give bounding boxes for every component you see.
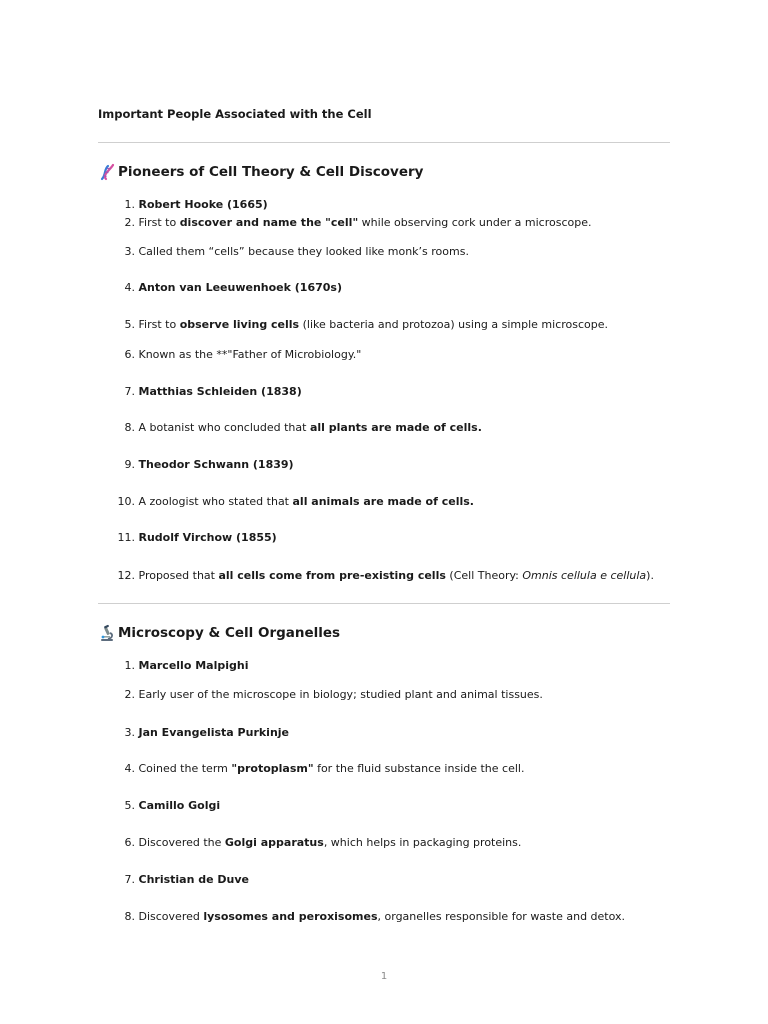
list-item-number: 4. (124, 762, 135, 775)
divider (98, 603, 670, 604)
section-heading-microscopy (98, 624, 340, 642)
list-item-text: Robert Hooke (1665) (138, 198, 268, 211)
list-item (112, 458, 294, 471)
list-item-number: 5. (124, 799, 135, 812)
list-item-text: Discovered (138, 910, 204, 923)
list-item (112, 799, 220, 812)
list-item-number: 6. (124, 348, 135, 361)
microscope-icon (98, 624, 117, 642)
list-item (112, 569, 654, 582)
page-number: 1 (380, 971, 388, 982)
list-item-number: 3. (124, 726, 135, 739)
list-item-number: 2. (124, 688, 135, 701)
list-item-text: (like bacteria and protozoa) using a simple microscope. (299, 318, 609, 331)
list-item-text: ). (646, 569, 654, 582)
list-item-text: lysosomes and peroxisomes (203, 910, 378, 923)
list-item (112, 281, 342, 294)
list-item-text: while observing cork under a microscope. (358, 216, 592, 229)
list-item (112, 659, 248, 672)
list-item-text: Theodor Schwann (1839) (138, 458, 294, 471)
list-item-text: First to (138, 216, 180, 229)
list-item-number: 2. (124, 216, 135, 229)
list-item-number: 7. (124, 873, 135, 886)
list-item-text: Rudolf Virchow (1855) (138, 531, 277, 544)
list-item (112, 836, 521, 849)
list-item-text: Anton van Leeuwenhoek (1670s) (138, 281, 342, 294)
list-item-text: all plants are made of cells. (309, 421, 482, 434)
list-item-text: discover and name the "cell" (179, 216, 359, 229)
list-item-text: Coined the term (138, 762, 232, 775)
list-item (112, 726, 289, 739)
section-heading-pioneers (98, 163, 423, 181)
list-item-text: Omnis cellula e cellula (522, 569, 647, 582)
list-item-number: 4. (124, 281, 135, 294)
list-item-text: Discovered the (138, 836, 225, 849)
dna-icon (98, 163, 117, 181)
divider (98, 142, 670, 143)
list-item (112, 910, 625, 923)
list-item-text: observe living cells (179, 318, 300, 331)
list-item-text: First to (138, 318, 180, 331)
section-heading-text: Microscopy & Cell Organelles (118, 625, 341, 641)
list-item-number: 1. (124, 198, 135, 211)
list-item (112, 421, 482, 434)
list-item-text: for the fluid substance inside the cell. (313, 762, 525, 775)
list-item-text: Known as the **"Father of Microbiology." (138, 348, 362, 361)
section-heading-text: Pioneers of Cell Theory & Cell Discovery (118, 164, 424, 180)
list-item-text: Early user of the microscope in biology; studied plant and animal tissues. (138, 688, 543, 701)
document-title: Important People Associated with the Cell (98, 107, 372, 121)
list-item (112, 873, 249, 886)
list-item-text: all animals are made of cells. (292, 495, 474, 508)
list-item-number: 8. (124, 421, 135, 434)
list-item-text: (Cell Theory: (445, 569, 523, 582)
list-item-text: Golgi apparatus (224, 836, 324, 849)
list-item-number: 12. (117, 569, 135, 582)
list-item-number: 10. (117, 495, 135, 508)
list-item-text: A zoologist who stated that (138, 495, 293, 508)
list-item-text: Matthias Schleiden (1838) (138, 385, 302, 398)
list-item (112, 688, 543, 701)
list-item (112, 495, 474, 508)
list-item-text: all cells come from pre-existing cells (218, 569, 446, 582)
list-item (112, 318, 608, 331)
list-item-number: 5. (124, 318, 135, 331)
list-item-number: 11. (117, 531, 135, 544)
list-item-text: Christian de Duve (138, 873, 250, 886)
list-item-number: 9. (124, 458, 135, 471)
list-item-number: 1. (124, 659, 135, 672)
list-item-number: 3. (124, 245, 135, 258)
list-item-text: , which helps in packaging proteins. (323, 836, 522, 849)
list-item-number: 7. (124, 385, 135, 398)
list-item-text: , organelles responsible for waste and detox. (377, 910, 626, 923)
list-item (112, 216, 591, 229)
list-item (112, 245, 469, 258)
list-item (112, 531, 277, 544)
list-item-text: Called them “cells” because they looked like monk’s rooms. (138, 245, 469, 258)
list-item-text: Marcello Malpighi (138, 659, 249, 672)
list-item (112, 385, 302, 398)
list-item-text: "protoplasm" (231, 762, 314, 775)
list-item-text: A botanist who concluded that (138, 421, 310, 434)
list-item-text: Camillo Golgi (138, 799, 221, 812)
list-item-text: Proposed that (138, 569, 219, 582)
list-item (112, 198, 268, 211)
list-item-number: 6. (124, 836, 135, 849)
list-item-text: Jan Evangelista Purkinje (138, 726, 290, 739)
list-item (112, 348, 361, 361)
list-item-number: 8. (124, 910, 135, 923)
list-item (112, 762, 524, 775)
